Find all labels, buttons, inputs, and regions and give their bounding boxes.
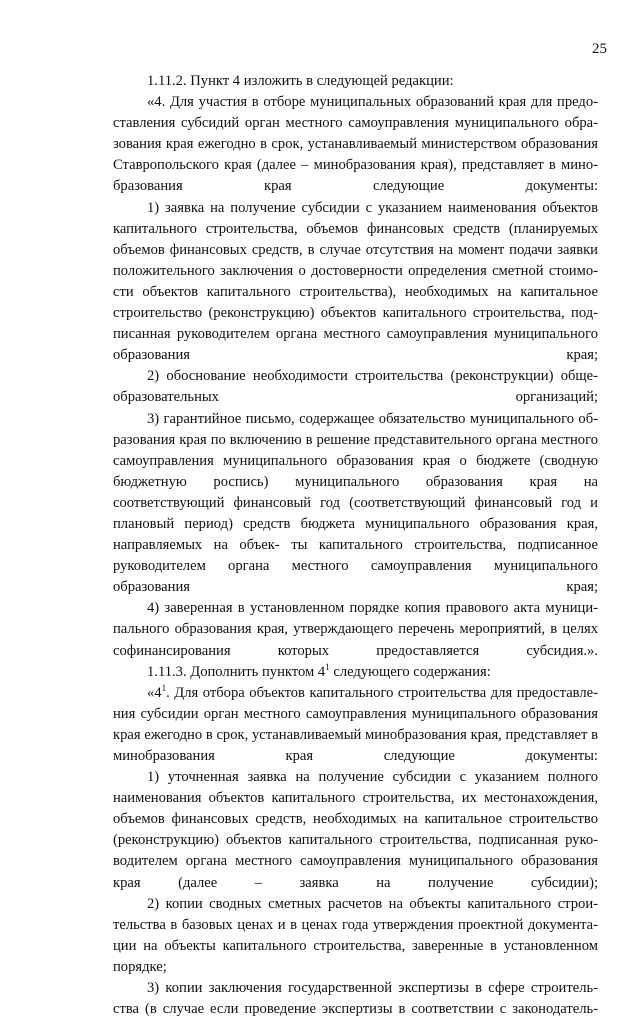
paragraph-item-4-1-subitem-3: 3) копии заключения государственной экспертизы в сфере строитель- ства (в случае если проведение экспертизы в соответствии с законодатель- [113, 980, 598, 1018]
paragraph-item-1-11-3-heading: 1.11.3. Дополнить пунктом $4^1$ следующего содержания: [147, 661, 491, 680]
paragraph-item-4-1-subitem-1: 1) уточненная заявка на получение субсидии с указанием полного наименования объектов капитального строительства, их местонахождения, объемов финансовых средств, необходимых на капитальное строительство (реконструкцию) объектов капитального строительства, подписанная руко- водителем органа местного самоуправления муниципального образования края (далее – заявка на получение субсидии); [113, 769, 598, 891]
paragraph-item-4-subitem-4: 4) заверенная в установленном порядке копия правового акта муници- пального образования края, утверждающего перечень мероприятий, в целях софинансирования которых предоставляется субсидия.». [113, 600, 598, 659]
paragraph-item-4-subitem-2: 2) обоснование необходимости строительства (реконструкции) обще- образовательных организаций; [113, 368, 598, 406]
paragraph-item-4-subitem-1: 1) заявка на получение субсидии с указанием наименования объектов капитального строительства, объемов финансовых средств (планируемых объемов финансовых средств, в случае отсутствия на момент подачи заявки положительного заключения о достоверности определения сметной стоимо- сти объектов капитального строительства), необходимых на капитальное строительство (реконструкцию) объектов капитального строительства, под- писанная руководителем органа местного самоуправления муниципального образования края; [113, 199, 598, 364]
paragraph-item-4-subitem-3: 3) гарантийное письмо, содержащее обязательство муниципального об- разования края по включению в решение представительного органа местного самоуправления муниципального образования края о бюджете (сводную бюджетную роспись) муниципального образования края на соответствующий финансовый год (соответствующий финансовый год и плановый период) средств бюджета муниципального образования края, направляемых на объек- ты капитального строительства, подписанное руководителем органа местного самоуправления муниципального образования края; [113, 410, 599, 596]
superscript-one: 1 [325, 661, 330, 672]
paragraph-item-4-intro: «4. Для участия в отборе муниципальных образований края для предо- ставления субсидий орган местного самоуправления муниципального обра- зования края ежегодно в срок, устанавливаемый министерством образования Ставропольского края (далее – минобразования края), представляет в мино- бразования края следующие документы: [113, 94, 598, 195]
superscript-one: 1 [161, 682, 167, 693]
paragraph-item-4-1-subitem-2: 2) копии сводных сметных расчетов на объекты капитального строи- тельства в базовых ценах и в ценах года утверждения проектной документа- ции на объекты капитального строительства, заверенные в установленном порядке; [113, 895, 598, 975]
document-body [113, 71, 598, 1020]
paragraph-item-1-11-2-heading: 1.11.2. Пункт 4 изложить в следующей редакции: [147, 73, 454, 89]
paragraph-item-4-1-intro: «$4^1$. Для отбора объектов капитального строительства для предоставле- ния субсидии орган местного самоуправления муниципального образования края ежегодно в срок, устанавливаемый минобразования края, представляет в минобразования края следующие документы: [113, 682, 598, 764]
page-number: 25 [592, 41, 607, 57]
